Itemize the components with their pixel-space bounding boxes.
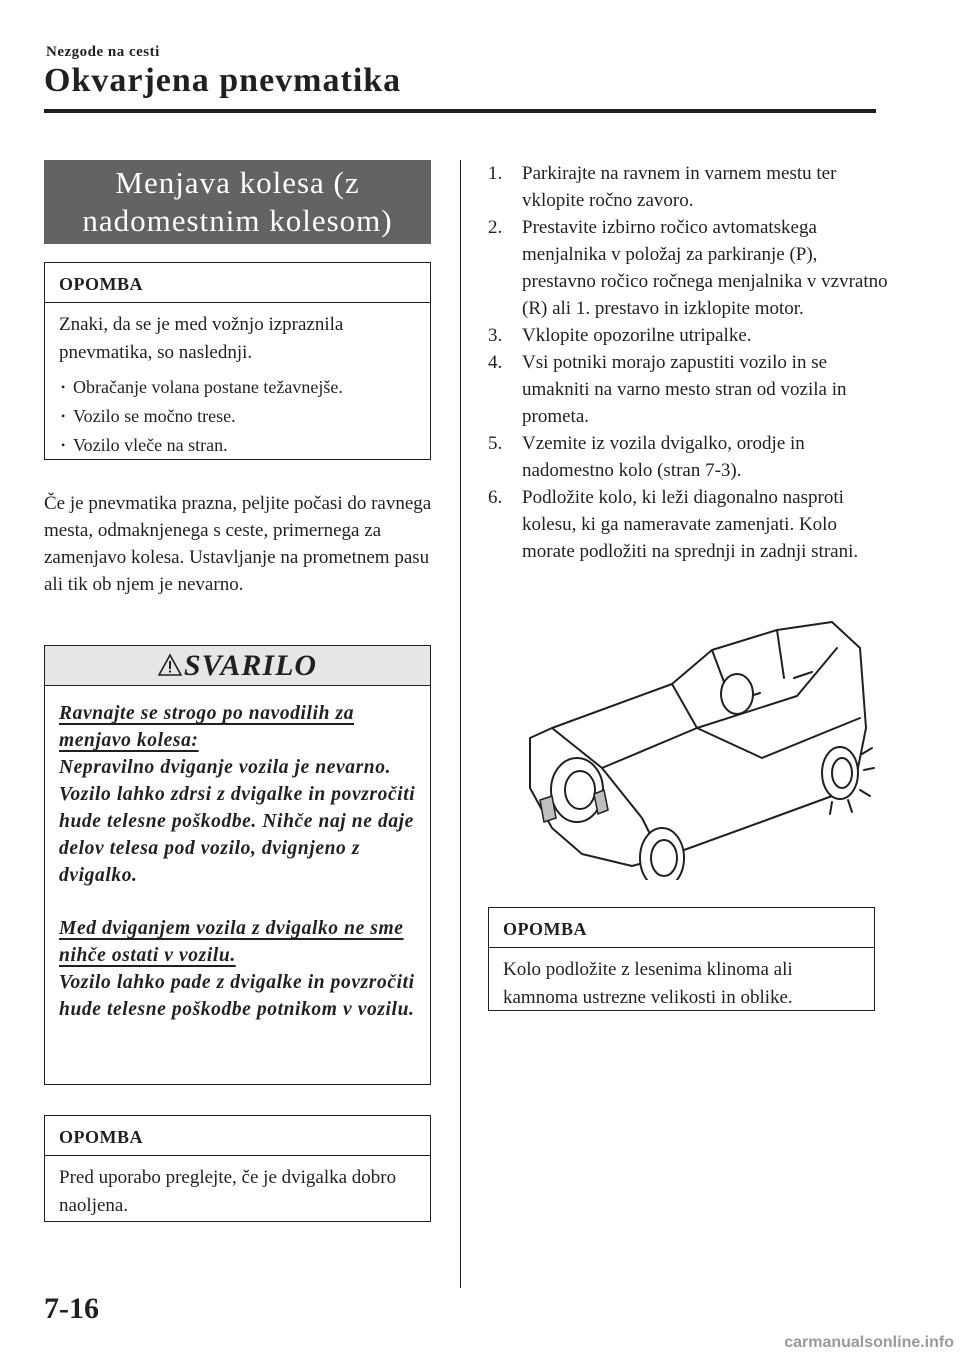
section-title-line-2: nadomestnim kolesom) bbox=[82, 203, 393, 238]
note-text: Pred uporabo preglejte, če je dvigalka dobro naoljena. bbox=[59, 1167, 397, 1216]
note-text: Kolo podložite z lesenima klinoma ali kamnoma ustrezne velikosti in oblike. bbox=[503, 959, 793, 1008]
warning-triangle-icon bbox=[158, 653, 182, 677]
column-divider bbox=[460, 160, 461, 1288]
note-box-symptoms bbox=[44, 262, 431, 460]
step-number: 5. bbox=[488, 433, 503, 454]
chapter-label: Nezgode na cesti bbox=[46, 44, 160, 60]
step-text: Vzemite iz vozila dvigalko, orodje in nadomestno kolo (stran 7-3). bbox=[522, 433, 805, 481]
list-item bbox=[488, 349, 888, 430]
note-box-jack bbox=[44, 1115, 431, 1222]
warning-text-1: Nepravilno dviganje vozila je nevarno. Vozilo lahko zdrsi z dvigalke in povzročiti hude telesne poškodbe. Nihče naj ne daje delov telesa pod vozilo, dvignjeno z dvigalko. bbox=[59, 757, 416, 886]
step-text: Vklopite opozorilne utripalke. bbox=[522, 325, 752, 346]
note-label: OPOMBA bbox=[45, 1116, 430, 1156]
car-wheel-chock-illustration bbox=[522, 618, 882, 880]
warning-label: SVARILO bbox=[183, 649, 318, 682]
list-item bbox=[488, 160, 888, 214]
flat-tire-paragraph: Če je pnevmatika prazna, peljite počasi do ravnega mesta, odmaknjenega s ceste, primernega za zamenjavo kolesa. Ustavljanje na prometnem pasu ali tik ob njem je nevarno. bbox=[44, 493, 432, 595]
page-title: Okvarjena pnevmatika bbox=[44, 62, 402, 99]
page-number: 7-16 bbox=[44, 1292, 99, 1325]
note-intro: Znaki, da se je med vožnjo izpraznila pnevmatika, so naslednji. bbox=[59, 314, 344, 363]
warning-box bbox=[44, 645, 431, 1085]
section-title-line-1: Menjava kolesa (z bbox=[115, 165, 360, 200]
symptom-list bbox=[59, 373, 416, 460]
list-item bbox=[488, 430, 888, 484]
step-number: 2. bbox=[488, 217, 503, 238]
step-number: 1. bbox=[488, 163, 503, 184]
step-text: Vsi potniki morajo zapustiti vozilo in se umakniti na varno mesto stran od vozila in prometa. bbox=[522, 352, 847, 427]
warning-text-2: Vozilo lahko pade z dvigalke in povzročiti hude telesne poškodbe potnikom v vozilu. bbox=[59, 972, 415, 1020]
step-number: 4. bbox=[488, 352, 503, 373]
list-item: • Vozilo vleče na stran. bbox=[59, 431, 416, 460]
header-rule bbox=[44, 109, 876, 113]
note-label: OPOMBA bbox=[489, 908, 874, 948]
list-item: • Vozilo se močno trese. bbox=[59, 402, 416, 431]
note-box-chocks bbox=[488, 907, 875, 1011]
step-text: Podložite kolo, ki leži diagonalno nasproti kolesu, ki ga nameravate zamenjati. Kolo morate podložiti na sprednji in zadnji strani. bbox=[522, 487, 859, 562]
step-number: 6. bbox=[488, 487, 503, 508]
procedure-steps bbox=[488, 160, 888, 565]
list-item bbox=[488, 322, 888, 349]
list-item: • Obračanje volana postane težavnejše. bbox=[59, 373, 416, 402]
step-number: 3. bbox=[488, 325, 503, 346]
step-text: Parkirajte na ravnem in varnem mestu ter vklopite ročno zavoro. bbox=[522, 163, 837, 211]
warning-heading-2: Med dviganjem vozila z dvigalko ne sme nihče ostati v vozilu. bbox=[59, 918, 404, 966]
warning-heading-1: Ravnajte se strogo po navodilih za menjavo kolesa: bbox=[59, 703, 355, 751]
watermark: carmanualsonline.info bbox=[784, 1334, 954, 1351]
section-title bbox=[44, 160, 431, 244]
note-label: OPOMBA bbox=[45, 263, 430, 303]
list-item bbox=[488, 484, 888, 565]
list-item bbox=[488, 214, 888, 322]
step-text: Prestavite izbirno ročico avtomatskega menjalnika v položaj za parkiranje (P), prestavno ročico ročnega menjalnika v vzvratno (R) ali 1. prestavo in izklopite motor. bbox=[522, 217, 888, 319]
warning-header bbox=[45, 646, 430, 686]
